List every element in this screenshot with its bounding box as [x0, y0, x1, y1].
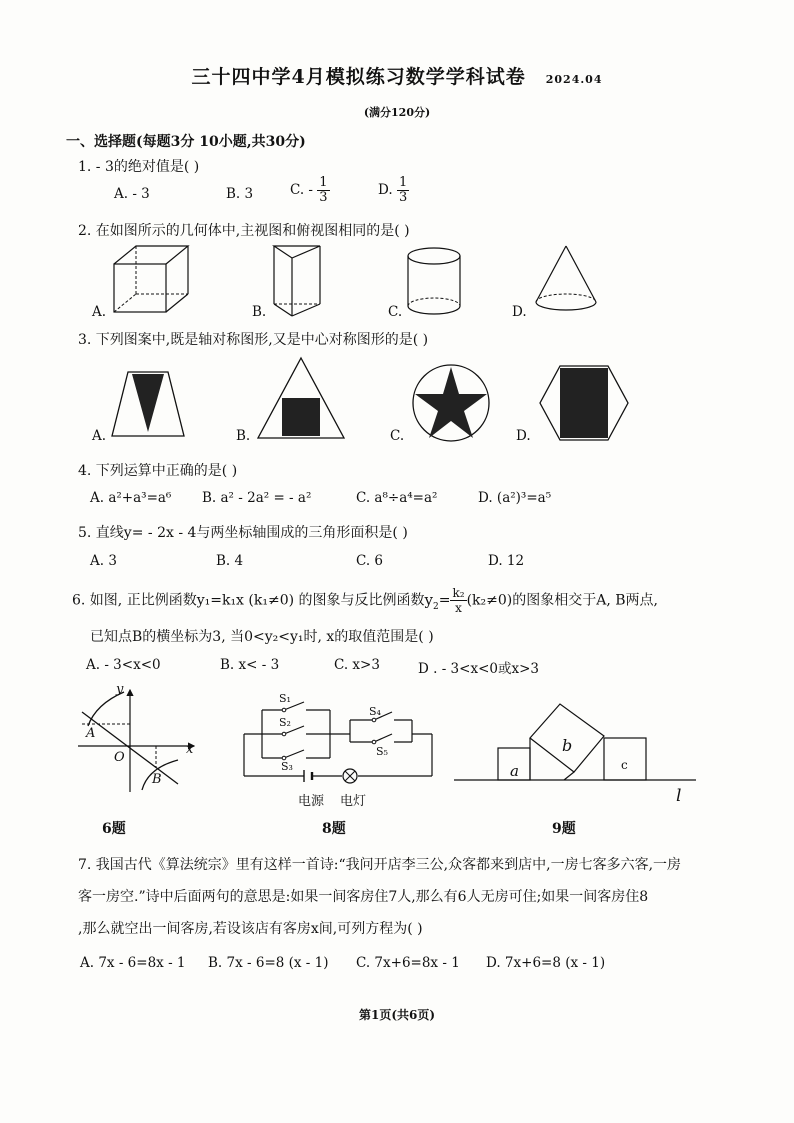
q1-option-d — [378, 176, 409, 205]
graph-label-a: A — [86, 726, 96, 741]
q6-eq: = — [438, 592, 451, 609]
q6-option-c: C. x>3 — [334, 657, 380, 673]
graph-label-origin: O — [114, 750, 125, 765]
q1-option-b: B. 3 — [226, 186, 254, 202]
q7-line2: 客一房空.”诗中后面两句的意思是:如果一间客房住7人,那么有6人无房可住;如果一间客房住8 — [78, 889, 649, 905]
q3-stem: 3. 下列图案中,既是轴对称图形,又是中心对称图形的是( ) — [78, 332, 429, 348]
q6-stem-line1 — [72, 586, 658, 615]
q6-option-b: B. x< - 3 — [220, 657, 280, 673]
cube-figure — [112, 244, 192, 316]
q6-y-sub: 2 — [433, 601, 439, 612]
cone-figure — [532, 244, 600, 316]
q2-option-a: A. — [92, 304, 107, 320]
title-text: 三十四中学4月模拟练习数学学科试卷 — [191, 66, 526, 88]
q5-option-b: B. 4 — [216, 553, 244, 569]
switch-s3-label: S₃ — [281, 760, 293, 773]
q4-option-a: A. a²+a³=a⁶ — [90, 490, 172, 506]
square-c-label: c — [621, 758, 628, 772]
q7-option-a: A. 7x - 6=8x - 1 — [80, 955, 186, 971]
q6-option-a: A. - 3<x<0 — [86, 657, 161, 673]
q1-option-c-fraction — [317, 176, 329, 205]
q4-option-c: C. a⁸÷a⁴=a² — [356, 490, 438, 506]
q1-option-a: A. - 3 — [114, 186, 150, 202]
graph-label-x: x — [186, 742, 194, 757]
frac-num: 1 — [319, 175, 328, 190]
q1-option-d-label: D. — [378, 182, 393, 198]
q7-line1: 7. 我国古代《算法统宗》里有这样一首诗:“我问开店李三公,众客都来到店中,一房七客多六客,一房 — [78, 857, 682, 873]
q1-option-c — [290, 176, 330, 205]
q6-y: y — [424, 590, 433, 609]
q5-option-c: C. 6 — [356, 553, 384, 569]
exam-date: 2024.04 — [545, 73, 603, 86]
squares-figure — [452, 700, 698, 786]
q5-option-a: A. 3 — [90, 553, 117, 569]
switch-s1-label: S₁ — [279, 692, 291, 705]
q5-option-d: D. 12 — [488, 553, 525, 569]
power-source-label: 电源 — [298, 794, 325, 809]
q3-option-d: D. — [516, 428, 531, 444]
q6-y2 — [424, 590, 439, 612]
prism-figure — [272, 244, 328, 318]
q2-option-d: D. — [512, 304, 527, 320]
switch-s2-label: S₂ — [279, 716, 291, 729]
square-b-label: b — [562, 736, 573, 755]
q4-option-b: B. a² - 2a² = - a² — [202, 490, 312, 506]
lamp-label: 电灯 — [340, 794, 367, 809]
q1-option-c-label: C. - — [290, 182, 313, 198]
q4-option-d: D. (a²)³=a⁵ — [478, 490, 552, 506]
full-score: (满分120分) — [363, 106, 431, 119]
q2-stem: 2. 在如图所示的几何体中,主视图和俯视图相同的是( ) — [78, 223, 410, 239]
hexagon-pattern — [538, 364, 630, 442]
q4-stem: 4. 下列运算中正确的是( ) — [78, 463, 238, 479]
graph-label-y: y — [116, 682, 124, 697]
section-heading: 一、选择题(每题3分 10小题,共30分) — [66, 134, 306, 150]
line-l-label: l — [676, 786, 682, 806]
frac-num: 1 — [398, 175, 408, 190]
frac-num: k₂ — [452, 586, 465, 600]
q7-line3: ,那么就空出一间客房,若设该店有客房x间,可列方程为( ) — [78, 921, 423, 937]
q3-option-a: A. — [92, 428, 107, 444]
star-in-circle-pattern — [410, 362, 492, 444]
figure8-caption: 8题 — [322, 821, 346, 837]
square-a-label: a — [510, 762, 519, 780]
q6-stem-part-a: 6. 如图, 正比例函数y₁=k₁x (k₁≠0) 的图象与反比例函数 — [72, 592, 425, 609]
q6-stem-line2: 已知点B的横坐标为3, 当0<y₂<y₁时, x的取值范围是( ) — [90, 629, 434, 645]
exam-title — [0, 62, 794, 89]
q7-option-d: D. 7x+6=8 (x - 1) — [486, 955, 606, 971]
switch-s5-label: S₅ — [376, 745, 388, 758]
frac-den: 3 — [319, 190, 328, 205]
q2-option-c: C. — [388, 304, 403, 320]
q6-option-d: D . - 3<x<0或x>3 — [418, 661, 539, 677]
frac-den: 3 — [398, 190, 408, 205]
q1-option-d-fraction — [397, 176, 409, 205]
q7-option-b: B. 7x - 6=8 (x - 1) — [208, 955, 329, 971]
q1-stem: 1. - 3的绝对值是( ) — [78, 159, 200, 175]
q7-option-c: C. 7x+6=8x - 1 — [356, 955, 460, 971]
q6-stem-part-b: (k₂≠0)的图象相交于A, B两点, — [466, 592, 658, 609]
q3-option-c: C. — [390, 428, 405, 444]
page-number: 第1页(共6页) — [358, 1008, 436, 1022]
circuit-figure — [240, 700, 440, 784]
graph-label-b: B — [152, 772, 162, 787]
q2-option-b: B. — [252, 304, 267, 320]
q3-option-b: B. — [236, 428, 251, 444]
frac-den: x — [455, 601, 462, 615]
figure6-caption: 6题 — [102, 821, 126, 837]
triangle-pattern — [256, 356, 346, 440]
cylinder-figure — [404, 246, 464, 318]
q6-fraction — [450, 586, 466, 615]
trapezoid-pattern — [110, 370, 190, 440]
switch-s4-label: S₄ — [369, 705, 381, 718]
figure9-caption: 9题 — [552, 821, 576, 837]
q5-stem: 5. 直线y= - 2x - 4与两坐标轴围成的三角形面积是( ) — [78, 525, 408, 541]
